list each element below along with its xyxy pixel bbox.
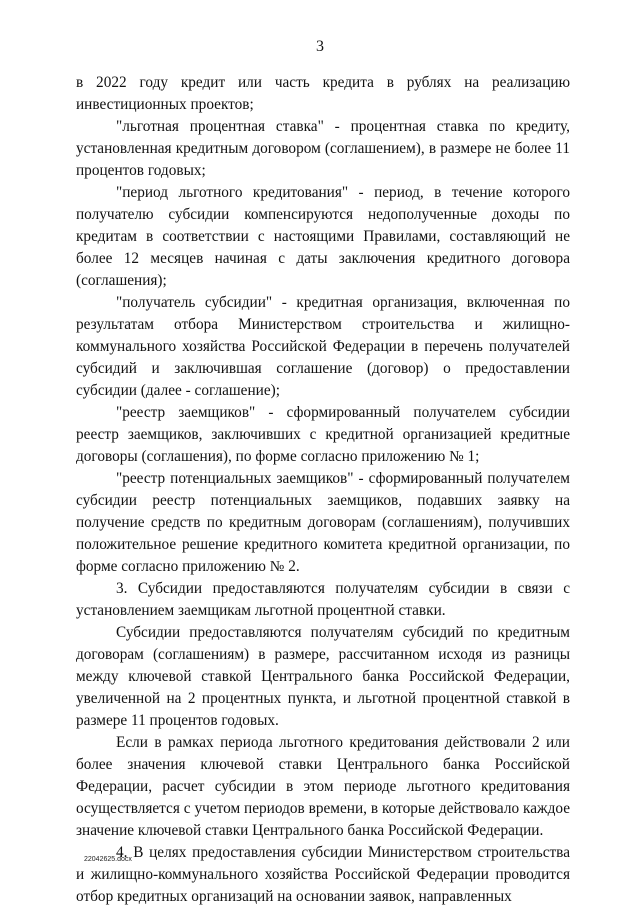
paragraph: "реестр потенциальных заемщиков" - сформированный получателем субсидии реестр потенциальных заемщиков, подавших заявку на получение средств по кредитным договорам (соглашениям), получивших положительное решение кредитного комитета кредитной организации, по форме согласно приложению № 2.	[76, 470, 570, 575]
paragraph: "реестр заемщиков" - сформированный получателем субсидии реестр заемщиков, заключивших с кредитной организацией кредитные договоры (соглашения), по форме согласно приложению № 1;	[76, 404, 570, 465]
paragraph: Если в рамках периода льготного кредитования действовали 2 или более значения ключевой ставки Центрального банка Российской Федерации, расчет субсидии в этом периоде льготного кредитования осуществляется с учетом периодов времени, в которые действовало каждое значение ключевой ставки Центрального банка Российской Федерации.	[76, 734, 570, 839]
paragraph: "получатель субсидии" - кредитная организация, включенная по результатам отбора Министерством строительства и жилищно-коммунального хозяйства Российской Федерации в перечень получателей субсидий и заключившая соглашение (договор) о предоставлении субсидии (далее - соглашение);	[76, 294, 570, 399]
file-name-footer: 22042625.docx	[84, 856, 132, 863]
paragraph: 4. В целях предоставления субсидии Министерством строительства и жилищно-коммунального хозяйства Российской Федерации проводится отбор кредитных организаций на основании заявок, направленных	[76, 844, 570, 905]
document-body	[76, 72, 570, 908]
paragraph: 3. Субсидии предоставляются получателям субсидии в связи с установлением заемщикам льготной процентной ставки.	[76, 580, 570, 619]
paragraph: в 2022 году кредит или часть кредита в рублях на реализацию инвестиционных проектов;	[76, 74, 570, 113]
paragraph: Субсидии предоставляются получателям субсидий по кредитным договорам (соглашениям) в размере, рассчитанном исходя из разницы между ключевой ставкой Центрального банка Российской Федерации, увеличенной на 2 процентных пункта, и льготной процентной ставкой в размере 11 процентов годовых.	[76, 624, 570, 729]
paragraph: "период льготного кредитования" - период, в течение которого получателю субсидии компенсируются недополученные доходы по кредитам в соответствии с настоящими Правилами, составляющий не более 12 месяцев начиная с даты заключения кредитного договора (соглашения);	[76, 184, 570, 289]
page-number: 3	[316, 38, 324, 55]
paragraph: "льготная процентная ставка" - процентная ставка по кредиту, установленная кредитным договором (соглашением), в размере не более 11 процентов годовых;	[76, 118, 570, 179]
